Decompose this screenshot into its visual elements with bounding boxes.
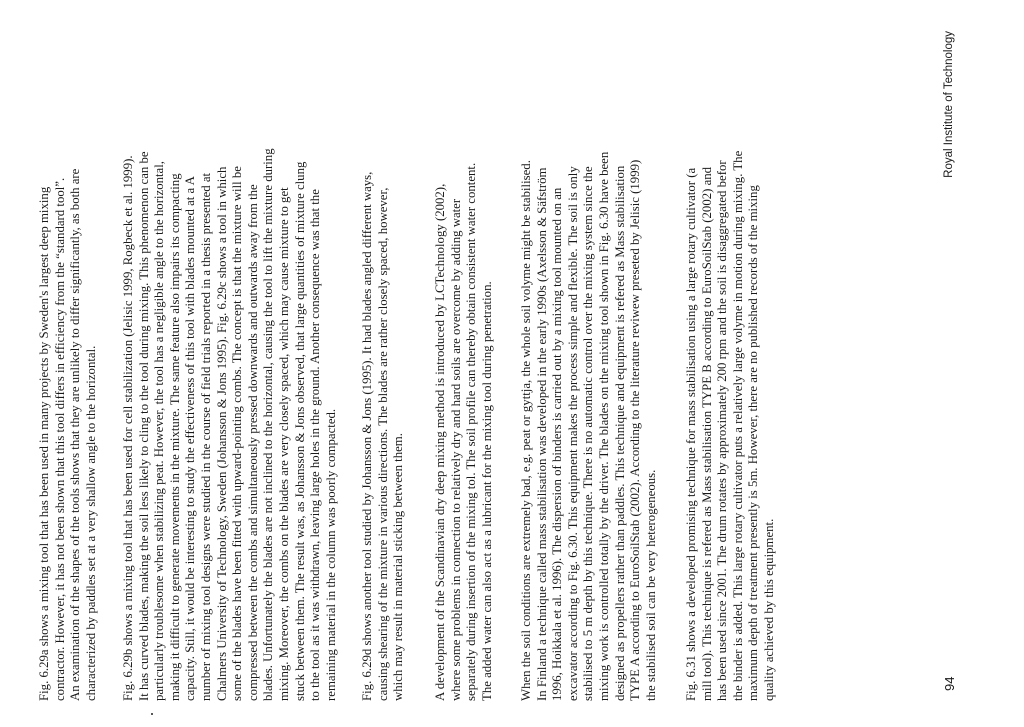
text-line: The added water can also act as a lubricant for the mixing tool during penetration. [479,281,494,701]
paragraph-lctechnology [433,31,495,701]
institution-name: Royal Institute of Technology [943,31,955,178]
rotated-text-frame [37,31,987,701]
page-footer [942,31,960,701]
text-line: Fig. 6.29d shows another tool studied by Johansson & Jons (1995). It had blades angled different ways, [360,171,374,701]
text-line: where some problems in connection to relatively dry and hard soils are overcome by adding water [448,198,463,701]
text-line: particularly troublesome when stabilizing peat. However, the tool has a negligible angle to the horizontal, [152,161,167,701]
paragraph-fig-6-31 [684,31,778,701]
paragraph-fig-6-29d [360,31,407,701]
text-line: contractor. However, it has not been shown that this tool differs in efficiency from the “standard tool”. [52,177,67,701]
text-line: the binder is added. This large rotary cultivator puts a relatively large volyme in motion during mixing. The [730,150,745,701]
text-line: characterized by paddles set at a very shallow angle to the horizontal. [83,345,98,701]
text-line: Fig. 6.31 shows a developed promising technique for mass stabilisation using a large rotary cultivator (a [684,167,698,701]
speck [151,713,153,715]
text-line: An examination of the shapes of the tools shows that they are unlikely to differ significantly, as both are [68,168,83,701]
text-line: compressed between the combs and simultaneously pressed downwards and outwards away from the [245,184,260,701]
text-line: It has curved blades, making the soil less likely to cling to the tool during mixing. This phenomenon can be [136,151,151,701]
text-line: stuck between them. The result was, as Johansson & Jons observed, that large quantities of mixture clung [292,161,307,701]
text-line: Fig. 6.29a shows a mixing tool that has been used in many projects by Sweden's largest deep mixing [37,186,51,701]
text-line: stabilised to 5 m depth by this technique. There is no automatic control over the mixing system since the [581,166,596,701]
text-line: mill tool). This technique is refered as Mass stabilisation TYPE B according to EuroSoilStab (2002) and [699,166,714,701]
paragraph-fig-6-29b [121,31,339,701]
text-line: capacity. Still, it would be interesting to study the effectiveness of this tool with blades mounted at a A [183,176,198,701]
text-line: mixing. Moreover, the combs on the blades are very closely spaced, which may cause mixture to get [276,187,291,701]
text-line: quality achieved by this equipment. [761,518,776,701]
text-line: remaining material in the column was poorly compacted. [323,408,338,701]
text-line: which may result in material sticking between them. [391,433,406,701]
text-line: blades. Unfortunately the blades are not inclined to the horizontal, causing the tool to lift the mixture during [261,148,276,701]
text-line: TYPE A according to EuroSoilStab (2002). According to the literature reviwew preseted by Jelisic (1999) [628,159,643,701]
text-line: separately during insertion of the mixing tol. The soil profile can thereby obtain consistent water content. [464,162,479,701]
text-line: number of mixing tool designs were studied in the course of field trials reported in a thesis presented at [198,172,213,701]
text-line: In Finland a technique called mass stabilisation was developed in the early 1990s (Axelsson & Säfström [534,167,549,701]
text-line: mixing work is controlled totally by the driver. The blades on the mixing tool shown in Fig. 6.30 have been [596,151,611,701]
text-line: the stabilised soil can be very heterogeneous. [643,469,658,701]
text-line: causing shearing of the mixture in various directions. The blades are rather closely spaced, however, [375,187,390,701]
paragraph-fig-6-29a [37,31,99,701]
text-line: has been used since 2001. The drum rotates by approximately 200 rpm and the soil is disaggregated befor [715,160,730,701]
text-line: some of the blades have been fitted with upward-pointing combs. The concept is that the mixture will be [230,166,245,701]
text-line: When the soil conditions are extremely bad, e.g. peat or gyttja, the whole soil volyme might be stabilised. [519,160,533,701]
text-line: Chalmers University of Technology, Sweden (Johansson & Jons 1995). Fig. 6.29c shows a tool in which [214,166,229,701]
text-line: Fig. 6.29b shows a mixing tool that has been used for cell stabilization (Jelisic 1999, Rogbeck et al. 1999). [121,155,135,701]
page-number: 94 [942,676,957,691]
text-line: making it difficult to generate movements in the mixture. The same feature also impairs its compacting [167,173,182,701]
text-line: designed as propellers rather than paddles. This technique and equipment is refered as Mass stabilisation [612,165,627,701]
text-line: 1996, Hoikkala et al. 1996). The dispersion of binders is carried out by a mixing tool mounted on an [550,187,565,701]
text-line: maximum depth of treatment presently is 5m. However, there are no published records of the mixing [746,185,761,701]
text-line: A development of the Scandinavian dry deep mixing method is introduced by LCTechnology (2002), [433,183,447,701]
text-line: to the tool as it was withdrawn, leaving large holes in the ground. Another consequence was that the [308,189,323,701]
paragraph-mass-stabilisation-a [519,31,659,701]
text-line: excavator according to Fig. 6.30. This equipment makes the process simple and flexible. The soil is only [565,166,580,701]
